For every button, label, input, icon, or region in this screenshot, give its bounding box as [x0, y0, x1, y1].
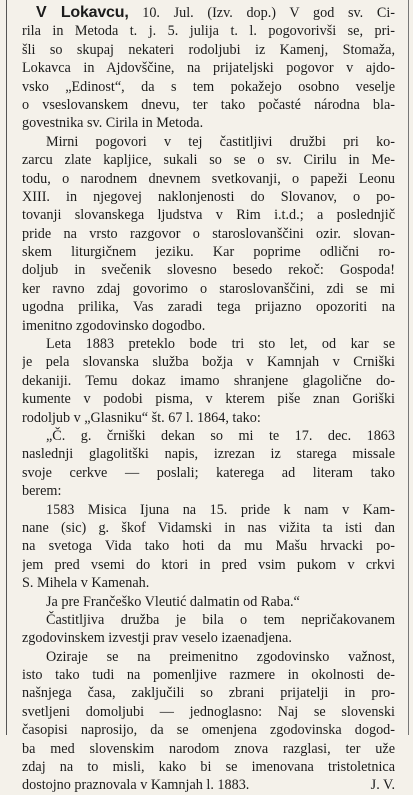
article-line: Oziraje se na preimenitno zgodovinsko važnost, [46, 648, 395, 665]
article-line: Leta 1883 preteklo bode tri sto let, od kar se [46, 336, 395, 353]
article-headline: V Lokavcu, [36, 4, 129, 21]
article-line: „Č. g. črniški dekan so mi te 17. dec. 1863 [46, 427, 395, 444]
article-line: jem pred vsemi do ktori in pred vsim pukom v crkvi [22, 556, 395, 573]
article-line: todu, o narodnem dnevnem svetkovanji, o papeži Leonu [22, 170, 395, 187]
article-line: Mirni pogovori v tej častitljivi družbi pri ko- [46, 133, 395, 150]
article-line: o vseslovanskem dnevu, ter tako počasté národna bla- [22, 96, 395, 113]
article-line: svoje cerkve — poslali; katerega ad literam tako [22, 464, 395, 481]
article-line: svetljeni domoljubi — jednoglasno: Naj se slovenski [22, 703, 395, 720]
article-line: tovanji slovanskega ljudstva v Rim i.t.d.; a poslednjič [22, 207, 395, 224]
article-column [22, 4, 395, 795]
article-closing-line [22, 776, 395, 794]
article-line: kumente v podobi pisma, v kterem piše znan Goriški [22, 391, 395, 408]
article-line: pride na vrsto razgovor o staroslovanščini ozir. slovan- [22, 225, 395, 242]
article-line: imenitno zgodovinsko dogodbo. [22, 317, 206, 334]
article-line: naslednji glagolitški napis, izrezan iz starega missale [22, 446, 395, 463]
article-line: je pela slovanska služba božja v Kamnjah v Crniški [22, 354, 395, 371]
article-line: rila in Metoda t. j. 5. julija t. l. pogovorivši se, pri- [22, 23, 395, 40]
article-line: berem: [22, 483, 62, 500]
column-rule-right [408, 0, 409, 735]
article-line-text: dostojno praznovala v Kamnjah l. 1883. [22, 777, 250, 794]
article-line: XIII. in njegovej naklonjenosti do Slovanov, o po- [22, 188, 395, 205]
article-line: šli so skupaj nekateri rodoljubi iz Kamenj, Stomaža, [22, 41, 395, 58]
article-line: ker ravno zdaj govorimo o staroslovanščini, zdi se mi [22, 280, 395, 297]
article-line: isto tako tudi na pomenljive razmere in okolnosti de- [22, 667, 395, 684]
article-line: vsko „Edinost“, da s tem pokažejo osobno veselje [22, 78, 395, 95]
article-line: zarcu zlate kapljice, sukali so se o sv. Cirilu in Me- [22, 152, 395, 169]
article-line: zdaj na to misli, kako bi se imenovana tristoletnica [22, 759, 395, 776]
article-line: rodoljub v „Glasniku“ št. 67 l. 1864, tako: [22, 409, 261, 426]
article-line: nane (sic) g. škof Vidamski in nas vižita ta isti dan [22, 519, 395, 536]
column-rule-left [6, 0, 7, 735]
article-line-1 [22, 4, 395, 22]
article-line-text: 10. Jul. (Izv. dop.) V god sv. Ci- [128, 5, 395, 21]
article-line: časopisi naprosijo, da se omenjena zgodovinska dogod- [22, 722, 395, 739]
article-line: Častitljiva družba je bila o tem nepričakovanem [46, 611, 395, 628]
article-line: S. Mihela v Kamenah. [22, 575, 150, 592]
article-line: govestnika sv. Cirila in Metoda. [22, 115, 204, 132]
article-line: ugodna prilika, Vas zaradi tega prijazno opozoriti na [22, 299, 395, 316]
article-line: dekaniji. Temu dokaz imamo shranjene glagolične do- [22, 372, 395, 389]
article-line: Lokavca in Ajdovščine, na prijateljski pogovor v ajdo- [22, 60, 395, 77]
article-line: našnjega časa, zaključili so zbrani prijatelji in pro- [22, 685, 395, 702]
article-line: na svetoga Vida tako hoti da mu Mašu hrvacki po- [22, 538, 395, 555]
article-line: zgodovinskem izvestji prav veselo izaenadjena. [22, 630, 292, 647]
article-line: ba med slovenskim narodom znova razglasi, ter uže [22, 740, 395, 757]
article-signature: J. V. [370, 777, 395, 794]
article-line: Ja pre Frančeško Vleutić dalmatin od Raba.“ [46, 593, 300, 610]
article-line: doljub in svečenik slovesno besedo rekoč: Gospoda! [22, 262, 395, 279]
article-line: 1583 Misica Ijuna na 15. pride k nam v Kam- [46, 501, 395, 518]
article-line: skem liturgičnem jeziku. Kar poprime odlični ro- [22, 244, 395, 261]
